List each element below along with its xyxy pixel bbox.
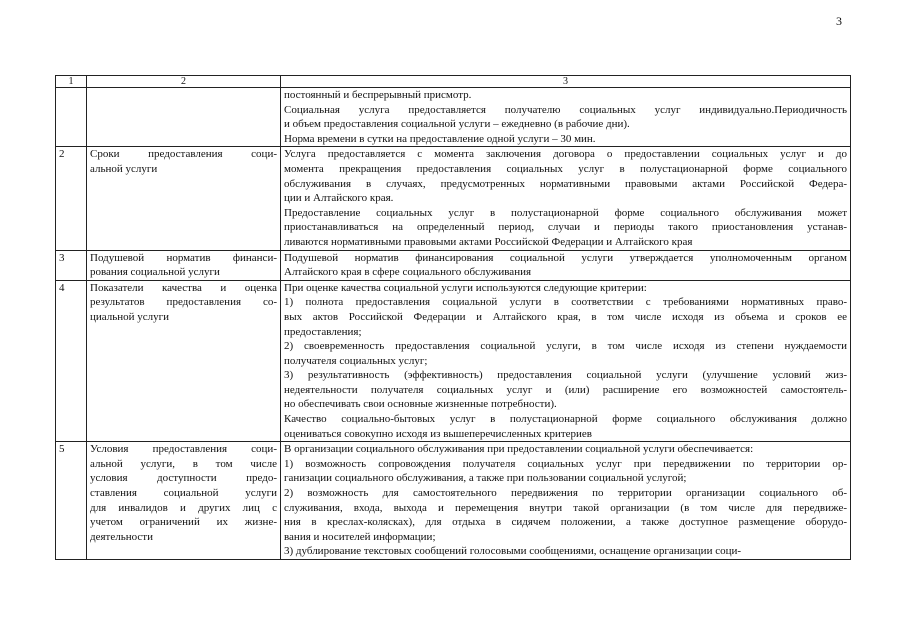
description-line: В организации социального обслуживания при предоставлении социальной услуги обеспечивается: [284, 443, 754, 456]
parameter-description [281, 442, 851, 560]
parameter-name-line: рования социальной услуги [90, 266, 220, 279]
parameter-name-line: результатов предоставления со- [90, 296, 277, 309]
description-paragraph [284, 206, 847, 250]
description-line: ганизации социального обслуживания, а также при пользовании социальной услугой; [284, 472, 687, 485]
description-paragraph [284, 486, 847, 544]
description-line: ции и Алтайского края. [284, 192, 394, 205]
parameter-name-line: Сроки предоставления соци- [90, 148, 277, 161]
parameter-name-line: для инвалидов и других лиц с [90, 501, 277, 514]
parameter-description [281, 280, 851, 442]
description-line: ливаются нормативными правовыми актами Российской Федерации и Алтайского края [284, 235, 693, 248]
description-line: обслуживания в случаях, предусмотренных нормативными правовыми актами Российской Федера- [284, 177, 847, 190]
description-paragraph [284, 103, 847, 132]
table-header-row [56, 76, 851, 88]
description-line: недеятельности получателя социальных услуг и (или) расширение его возможностей самостоятель- [284, 383, 847, 396]
description-line: но обеспечивать свои основные жизненные потребности). [284, 398, 557, 411]
parameter-name-line: Подушевой норматив финанси- [90, 251, 277, 264]
description-line: 1) полнота предоставления социальной услуги в соответствии с требованиями нормативных право- [284, 296, 847, 309]
parameter-name-line: условия доступности предо- [90, 472, 277, 485]
table-row [56, 250, 851, 280]
parameter-name-line: учетом ограничений их жизне- [90, 516, 277, 529]
row-number: 2 [56, 147, 87, 250]
parameter-name [87, 88, 281, 147]
description-paragraph [284, 147, 847, 205]
parameter-name [87, 250, 281, 280]
description-paragraph [284, 457, 847, 486]
description-line: 3) дублирование текстовых сообщений голосовыми сообщениями, оснащение организации соци- [284, 545, 742, 558]
description-line: Предоставление социальных услуг в полустационарной форме социального обслуживания может [284, 206, 847, 219]
description-paragraph [284, 544, 847, 559]
table-row [56, 442, 851, 560]
description-paragraph [284, 442, 847, 457]
description-line: момента прекращения предоставления социальных услуг в полустационарной форме социального [284, 162, 847, 175]
row-number: 3 [56, 250, 87, 280]
page-number: 3 [836, 14, 842, 28]
parameter-description [281, 147, 851, 250]
description-line: получателя социальных услуг; [284, 354, 428, 367]
description-paragraph [284, 295, 847, 339]
row-number: 4 [56, 280, 87, 442]
description-line: 3) результативность (эффективность) предоставления социальной услуги (улучшение условий жиз- [284, 369, 847, 382]
description-paragraph [284, 368, 847, 412]
description-line: оцениваться совокупно исходя из вышеперечисленных критериев [284, 427, 592, 440]
description-line: ния в креслах-колясках), для отдыха в сидячем положении, а также доступное размещение оборудо- [284, 516, 847, 529]
description-line: предоставления; [284, 325, 362, 338]
description-paragraph [284, 132, 847, 147]
parameter-name-line: альной услуги, в том числе [90, 457, 277, 470]
column-header-2: 2 [87, 76, 281, 88]
description-line: Услуга предоставляется с момента заключения договора о предоставлении социальных услуг и до [284, 148, 847, 161]
parameter-description [281, 250, 851, 280]
description-line: приостанавливаться на определенный период, случаи и периоды такого приостановления устанав- [284, 221, 847, 234]
description-line: Норма времени в сутки на предоставление одной услуги – 30 мин. [284, 132, 596, 145]
column-header-1: 1 [56, 76, 87, 88]
description-paragraph [284, 251, 847, 280]
description-paragraph [284, 88, 847, 103]
parameter-description [281, 88, 851, 147]
description-line: Качество социально-бытовых услуг в полустационарной форме социального обслуживания должно [284, 413, 847, 426]
description-line: вания и носителей информации; [284, 530, 436, 543]
description-line: служивания, входа, выхода и перемещения внутри такой организации (в том числе для передвиже- [284, 501, 847, 514]
description-line: Алтайского края в сфере социального обслуживания [284, 266, 532, 279]
description-line: вых актов Российской Федерации и Алтайского края, в том числе исходя из объема и сроков ее [284, 310, 847, 323]
description-line: и объем предоставления социальной услуги – ежедневно (в рабочие дни). [284, 118, 630, 131]
parameter-name-line: Условия предоставления соци- [90, 443, 277, 456]
table-row [56, 280, 851, 442]
description-line: постоянный и беспрерывный присмотр. [284, 89, 472, 101]
description-line: Подушевой норматив финансирования социальной услуги утверждается уполномоченным органом [284, 251, 847, 264]
description-line: 1) возможность сопровождения получателя социальных услуг при передвижении по территории ор- [284, 457, 847, 470]
description-paragraph [284, 281, 847, 296]
parameter-name-line: ставления социальной услуги [90, 487, 277, 500]
row-number [56, 88, 87, 147]
description-line: При оценке качества социальной услуги используются следующие критерии: [284, 281, 647, 294]
parameter-name-line: деятельности [90, 530, 153, 543]
parameter-name [87, 147, 281, 250]
parameter-name-line: Показатели качества и оценка [90, 281, 277, 294]
row-number: 5 [56, 442, 87, 560]
description-paragraph [284, 412, 847, 441]
services-table [55, 75, 851, 560]
table-row [56, 88, 851, 147]
table-row [56, 147, 851, 250]
column-header-3: 3 [281, 76, 851, 88]
parameter-name-line: циальной услуги [90, 310, 170, 323]
description-line: 2) своевременность предоставления социальной услуги, в том числе исходя из степени нуждаемости [284, 340, 847, 353]
parameter-name [87, 280, 281, 442]
parameter-name-line: альной услуги [90, 162, 158, 175]
description-paragraph [284, 339, 847, 368]
description-line: Социальная услуга предоставляется получателю социальных услуг индивидуально.Периодичность [284, 103, 847, 116]
description-line: 2) возможность для самостоятельного передвижения по территории организации социального об- [284, 487, 847, 500]
parameter-name [87, 442, 281, 560]
